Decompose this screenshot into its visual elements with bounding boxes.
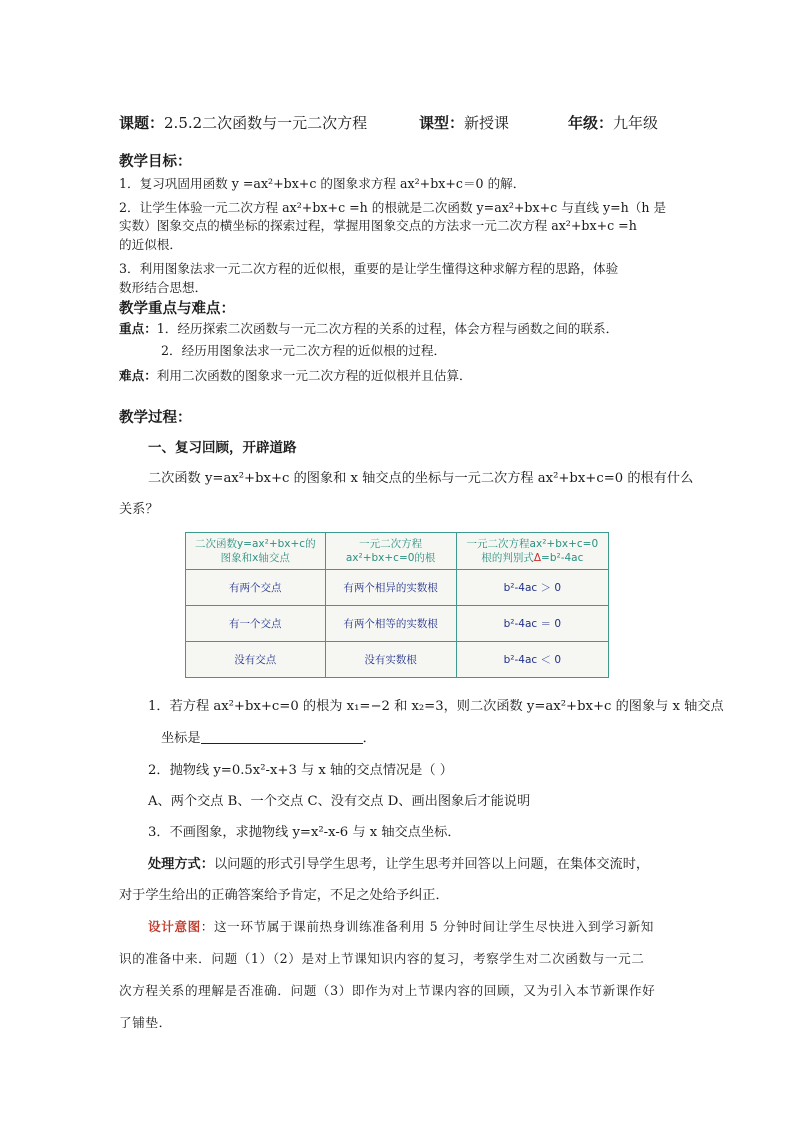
lesson-type	[419, 112, 509, 133]
design-line2: 识的准备中来．问题（1）（2）是对上节课知识内容的复习，考察学生对二次函数与一元二	[119, 951, 645, 966]
objective-3-line1: 3．利用图象法求一元二次方程的近似根，重要的是让学生懂得这种求解方程的思路，体验	[119, 261, 619, 276]
exercise-2-options: A、两个交点 B、一个交点 C、没有交点 D、画出图象后才能说明	[148, 794, 531, 809]
design-label: 设计意图	[148, 919, 201, 934]
handling-label: 处理方式：	[148, 857, 214, 872]
handling-line1	[148, 853, 649, 872]
lesson-grade	[568, 112, 658, 133]
objectives-heading: 教学目标：	[119, 154, 192, 170]
design-text-1: ：这一环节属于课前热身训练准备利用 5 分钟时间让学生尽快进入到学习新知	[200, 919, 654, 934]
review-question-line2: 关系？	[119, 502, 159, 517]
type-value: 新授课	[464, 114, 510, 132]
table-cell: 有一个交点	[186, 606, 326, 642]
table-cell: b²-4ac ＞ 0	[456, 570, 608, 606]
objective-1: 1．复习巩固用函数 y =ax²+bx+c 的图象求方程 ax²+bx+c＝0 的解．	[119, 176, 526, 191]
design-line1	[148, 916, 654, 935]
exercise-1-line1: 1．若方程 ax²+bx+c=0 的根为 x₁=−2 和 x₂=3，则二次函数 y=ax²+bx+c 的图象与 x 轴交点	[148, 699, 724, 714]
grade-value: 九年级	[613, 114, 659, 132]
table-cell: 没有交点	[186, 642, 326, 678]
exercise-1-suffix: ．	[362, 731, 376, 746]
type-label: 课型：	[419, 114, 465, 132]
answer-blank[interactable]	[201, 729, 363, 744]
objective-2-line2: 实数）图象交点的横坐标的探索过程，掌握用图象交点的方法求一元二次方程 ax²+bx+c =h	[119, 218, 637, 233]
difficulty-text: 利用二次函数的图象求一元二次方程的近似根并且估算．	[156, 368, 472, 383]
table-header-cell: 一元二次方程ax²+bx+c=0 根的判别式Δ=b²-4ac	[456, 533, 608, 570]
table-row	[186, 642, 609, 678]
keypoint-1	[119, 320, 618, 338]
table-cell: b²-4ac ＝ 0	[456, 606, 608, 642]
table-cell: 没有实数根	[325, 642, 456, 678]
handling-text-1: 以问题的形式引导学生思考，让学生思考并回答以上问题，在集体交流时，	[213, 857, 650, 872]
keypoint-2: 2．经历用图象法求一元二次方程的近似根的过程．	[161, 343, 447, 358]
table-cell: b²-4ac ＜ 0	[456, 642, 608, 678]
table-cell: 有两个相异的实数根	[325, 570, 456, 606]
table-cell: 有两个相等的实数根	[325, 606, 456, 642]
objective-2-line1: 2．让学生体验一元二次方程 ax²+bx+c =h 的根就是二次函数 y=ax²+bx+c 与直线 y=h（h 是	[119, 200, 667, 215]
exercise-3: 3．不画图象，求抛物线 y=x²-x-6 与 x 轴交点坐标．	[148, 825, 461, 840]
review-question-line1: 二次函数 y=ax²+bx+c 的图象和 x 轴交点的坐标与一元二次方程 ax²+bx+c=0 的根有什么	[148, 471, 694, 486]
objective-3-line2: 数形结合思想．	[119, 280, 208, 295]
delta-symbol: Δ	[533, 552, 542, 564]
exercise-1-line2	[161, 727, 376, 746]
process-heading: 教学过程：	[119, 410, 192, 426]
difficulty	[119, 367, 472, 385]
table-header-row	[186, 533, 609, 570]
lesson-header	[119, 112, 367, 133]
relation-table	[185, 532, 609, 678]
table-cell: 有两个交点	[186, 570, 326, 606]
difficulty-label: 难点：	[119, 368, 157, 383]
key-1-text: 1．经历探索二次函数与一元二次方程的关系的过程，体会方程与函数之间的联系．	[156, 321, 619, 336]
table-header-cell: 一元二次方程 ax²+bx+c=0的根	[325, 533, 456, 570]
table-row	[186, 570, 609, 606]
design-line4: 了铺垫．	[119, 1015, 172, 1030]
table-header-cell: 二次函数y=ax²+bx+c的 图象和x轴交点	[186, 533, 326, 570]
key-label: 重点：	[119, 321, 157, 336]
handling-line2: 对于学生给出的正确答案给予肯定，不足之处给予纠正．	[119, 888, 449, 903]
design-line3: 次方程关系的理解是否准确．问题（3）即作为对上节课内容的回顾，又为引入本节新课作好	[119, 983, 656, 998]
topic-value: 2.5.2二次函数与一元二次方程	[164, 114, 368, 132]
exercise-2: 2．抛物线 y=0.5x²-x+3 与 x 轴的交点情况是（ ）	[148, 763, 453, 778]
exercise-1-prefix: 坐标是	[161, 731, 201, 746]
keypoints-heading: 教学重点与难点：	[119, 301, 235, 317]
topic-label: 课题：	[119, 114, 165, 132]
grade-label: 年级：	[568, 114, 614, 132]
table-row	[186, 606, 609, 642]
section-1-title: 一、复习回顾，开辟道路	[148, 440, 297, 456]
objective-2-line3: 的近似根．	[119, 237, 182, 252]
